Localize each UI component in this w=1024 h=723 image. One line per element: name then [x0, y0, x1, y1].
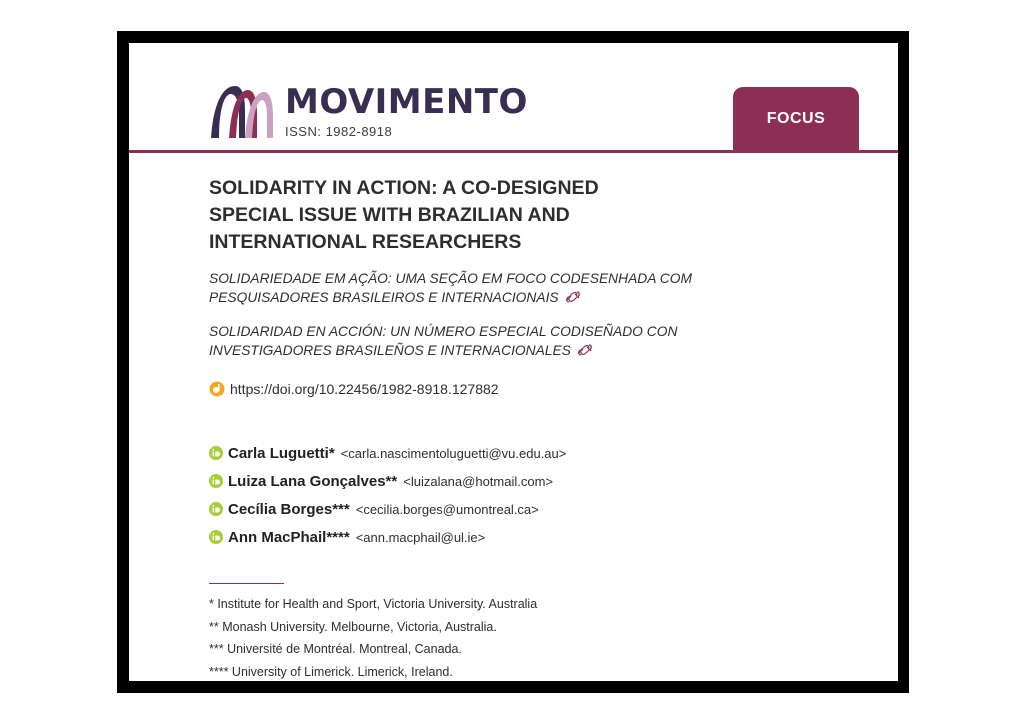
- link-icon[interactable]: [577, 344, 593, 356]
- article-title-pt: [209, 269, 729, 307]
- article-title-pt-text: SOLIDARIEDADE EM AÇÃO: UMA SEÇÃO EM FOCO CODESENHADA COM PESQUISADORES BRASILEIROS E INTERNACIONAIS: [209, 271, 692, 305]
- author-name: Cecília Borges***: [228, 500, 350, 518]
- footnote: * Institute for Health and Sport, Victoria University. Australia: [209, 597, 538, 611]
- link-icon[interactable]: [565, 291, 581, 303]
- author-email[interactable]: <ann.macphail@ul.ie>: [355, 529, 486, 545]
- affiliation-footnotes: [209, 593, 537, 681]
- author-name: Luiza Lana Gonçalves**: [228, 472, 398, 490]
- article-title-es-text: SOLIDARIDAD EN ACCIÓN: UN NÚMERO ESPECIAL CODISEÑADO CON INVESTIGADORES BRASILEÑOS E INTERNACIONALES: [209, 324, 678, 358]
- footnote-divider: [209, 583, 284, 584]
- journal-brand: MOVIMENTO: [285, 82, 528, 122]
- doi-line: [209, 381, 499, 397]
- journal-issn: ISSN: 1982-8918: [285, 124, 393, 139]
- article-title: SOLIDARITY IN ACTION: A CO-DESIGNED SPECIAL ISSUE WITH BRAZILIAN AND INTERNATIONAL RESEARCHERS: [209, 177, 599, 253]
- author-item: [209, 467, 566, 495]
- author-list: [209, 439, 566, 551]
- orcid-icon[interactable]: [209, 474, 223, 488]
- author-name: Carla Luguetti*: [228, 444, 335, 462]
- author-email[interactable]: <luizalana@hotmail.com>: [403, 473, 554, 489]
- document-page: [129, 43, 898, 681]
- doi-link[interactable]: https://doi.org/10.22456/1982-8918.127882: [230, 381, 499, 397]
- orcid-icon[interactable]: [209, 502, 223, 516]
- author-item: [209, 495, 566, 523]
- footnote: ** Monash University. Melbourne, Victoria, Australia.: [209, 619, 497, 634]
- section-tab: FOCUS: [733, 87, 859, 151]
- author-email[interactable]: <carla.nascimentoluguetti@vu.edu.au>: [340, 445, 567, 461]
- movimento-logo: [209, 80, 275, 140]
- author-email[interactable]: <cecilia.borges@umontreal.ca>: [355, 501, 539, 517]
- doi-icon: [209, 381, 225, 397]
- author-name: Ann MacPhail****: [228, 528, 350, 546]
- orcid-icon[interactable]: [209, 530, 223, 544]
- header-divider: [129, 150, 898, 153]
- footnote: *** Université de Montréal. Montreal, Canada.: [209, 642, 462, 656]
- author-item: [209, 439, 566, 467]
- footnote: **** University of Limerick. Limerick, Ireland.: [209, 664, 453, 679]
- article-title-es: [209, 322, 729, 360]
- author-item: [209, 523, 566, 551]
- orcid-icon[interactable]: [209, 446, 223, 460]
